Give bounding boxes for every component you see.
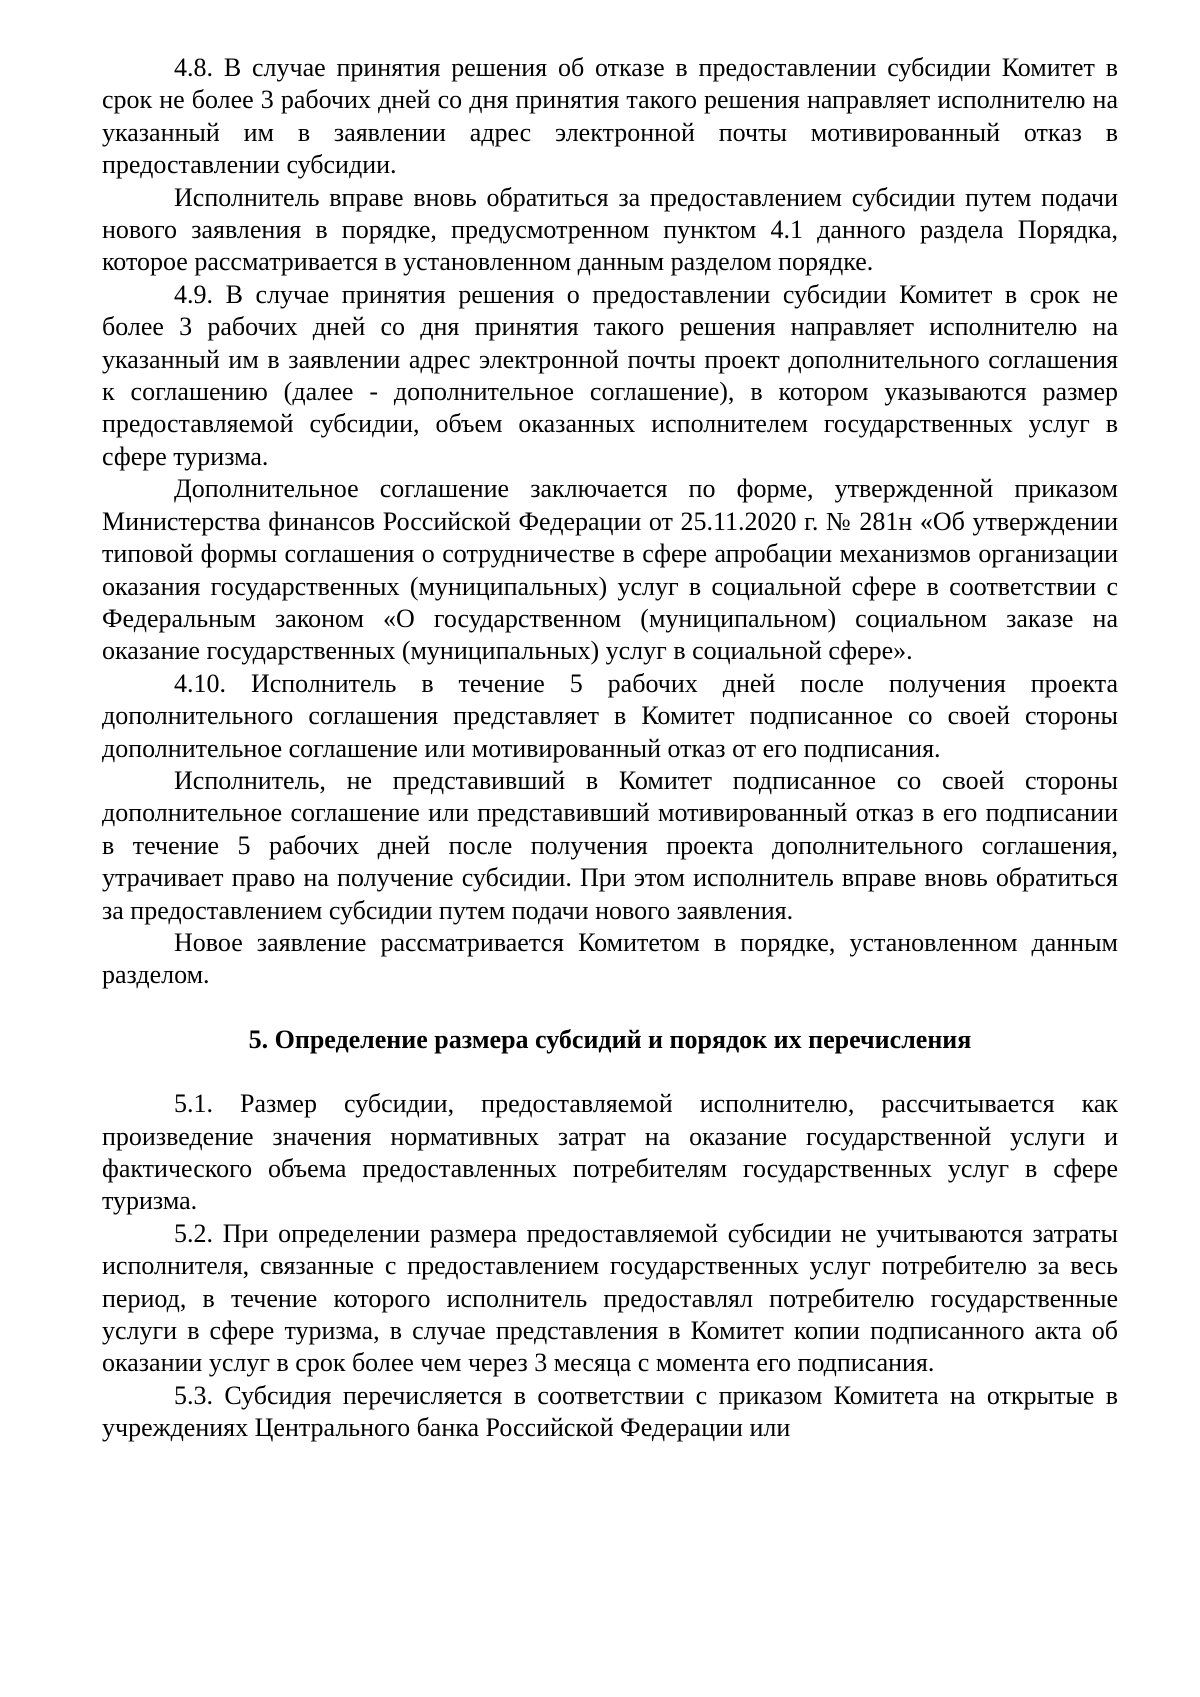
paragraph-4-9-form: Дополнительное соглашение заключается по форме, утвержденной приказом Министерства финансов Российской Федерации от 25.11.2020 г. № 281н «Об утверждении типовой формы соглашения о сотрудничестве в сфере апробации механизмов организации оказания государственных (муниципальных) услуг в социальной сфере в соответствии с Федеральным законом «О государственном (муниципальном) социальном заказе на оказание государственных (муниципальных) услуг в социальной сфере». xyxy=(102,474,1118,666)
document-page xyxy=(102,52,1118,1445)
paragraph-4-10: 4.10. Исполнитель в течение 5 рабочих дней после получения проекта дополнительного соглашения представляет в Комитет подписанное со своей стороны дополнительное соглашение или мотивированный отказ от его подписания. xyxy=(102,668,1118,763)
paragraph-4-8: 4.8. В случае принятия решения об отказе в предоставлении субсидии Комитет в срок не более 3 рабочих дней со дня принятия такого решения направляет исполнителю на указанный им в заявлении адрес электронной почты мотивированный отказ в предоставлении субсидии. xyxy=(102,53,1118,180)
paragraph-4-9: 4.9. В случае принятия решения о предоставлении субсидии Комитет в срок не более 3 рабочих дней со дня принятия такого решения направляет исполнителю на указанный им в заявлении адрес электронной почты проект дополнительного соглашения к соглашению (далее - дополнительное соглашение), в котором указываются размер предоставляемой субсидии, объем оказанных исполнителем государственных услуг в сфере туризма. xyxy=(102,279,1118,471)
paragraph-5-2: 5.2. При определении размера предоставляемой субсидии не учитываются затраты исполнителя, связанные с предоставлением государственных услуг потребителю за весь период, в течение которого исполнитель предоставлял потребителю государственные услуги в сфере туризма, в случае представления в Комитет копии подписанного акта об оказании услуг в срок более чем через 3 месяца с момента его подписания. xyxy=(102,1218,1118,1378)
paragraph-4-10-new-application: Новое заявление рассматривается Комитетом в порядке, установленном данным разделом. xyxy=(102,927,1118,990)
section-heading: 5. Определение размера субсидий и порядок их перечисления xyxy=(248,1024,972,1054)
paragraph-4-10-loss: Исполнитель, не представивший в Комитет подписанное со своей стороны дополнительное соглашение или представивший мотивированный отказ в его подписании в течение 5 рабочих дней после получения проекта дополнительного соглашения, утрачивает право на получение субсидии. При этом исполнитель вправе вновь обратиться за предоставлением субсидии путем подачи нового заявления. xyxy=(102,765,1118,925)
paragraph-5-3: 5.3. Субсидия перечисляется в соответствии с приказом Комитета на открытые в учреждениях Центрального банка Российской Федерации или xyxy=(102,1380,1118,1443)
paragraph-5-1: 5.1. Размер субсидии, предоставляемой исполнителю, рассчитывается как произведение значения нормативных затрат на оказание государственной услуги и фактического объема предоставленных потребителям государственных услуг в сфере туризма. xyxy=(102,1089,1118,1216)
paragraph-4-8-reapply: Исполнитель вправе вновь обратиться за предоставлением субсидии путем подачи нового заявления в порядке, предусмотренном пунктом 4.1 данного раздела Порядка, которое рассматривается в установленном данным разделом порядке. xyxy=(102,182,1118,277)
